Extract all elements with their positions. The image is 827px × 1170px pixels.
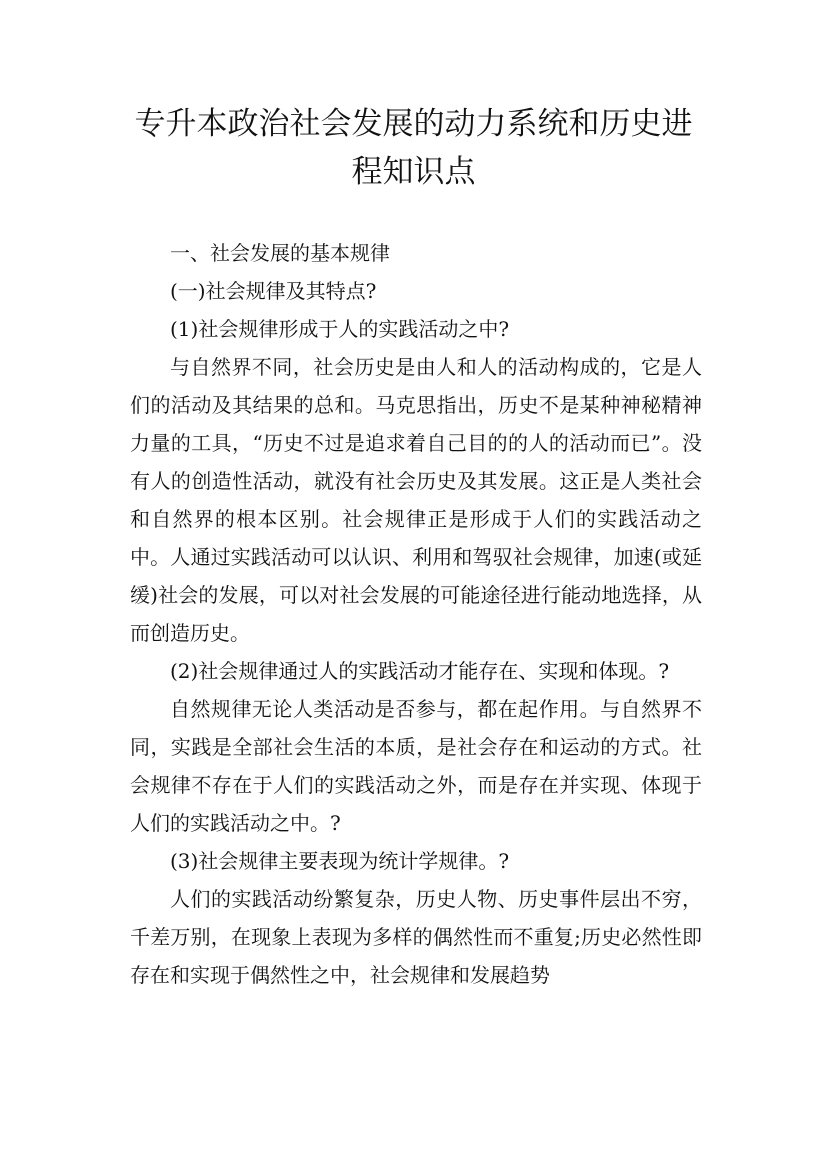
point-heading-1: (1)社会规律形成于人的实践活动之中? (170, 317, 510, 341)
document-body (130, 234, 702, 994)
section-heading: 一、社会发展的基本规律 (170, 241, 390, 265)
subsection-heading: (一)社会规律及其特点? (170, 279, 377, 303)
title-line-1: 专升本政治社会发展的动力系统和历史进 (134, 106, 693, 142)
point-heading-2: (2)社会规律通过人的实践活动才能存在、实现和体现。? (170, 659, 670, 683)
body-paragraph-2: 自然规律无论人类活动是否参与，都在起作用。与自然界不同，实践是全部社会生活的本质，是社会存在和运动的方式。社会规律不存在于人们的实践活动之外，而是存在并实现、体现于人们的实践活动之中。? (130, 697, 702, 835)
title-line-2: 程知识点 (351, 154, 476, 190)
body-paragraph-1: 与自然界不同，社会历史是由人和人的活动构成的，它是人们的活动及其结果的总和。马克思指出，历史不是某种神秘精神力量的工具，“历史不过是追求着自己目的的人的活动而已”。没有人的创造性活动，就没有社会历史及其发展。这正是人类社会和自然界的根本区别。社会规律正是形成于人们的实践活动之中。人通过实践活动可以认识、利用和驾驭社会规律，加速(或延缓)社会的发展，可以对社会发展的可能途径进行能动地选择，从而创造历史。 (130, 355, 702, 645)
point-heading-3: (3)社会规律主要表现为统计学规律。? (170, 849, 510, 873)
body-paragraph-3: 人们的实践活动纷繁复杂，历史人物、历史事件层出不穷，千差万别，在现象上表现为多样的偶然性而不重复;历史必然性即存在和实现于偶然性之中，社会规律和发展趋势 (130, 887, 702, 987)
document-title (100, 100, 727, 196)
